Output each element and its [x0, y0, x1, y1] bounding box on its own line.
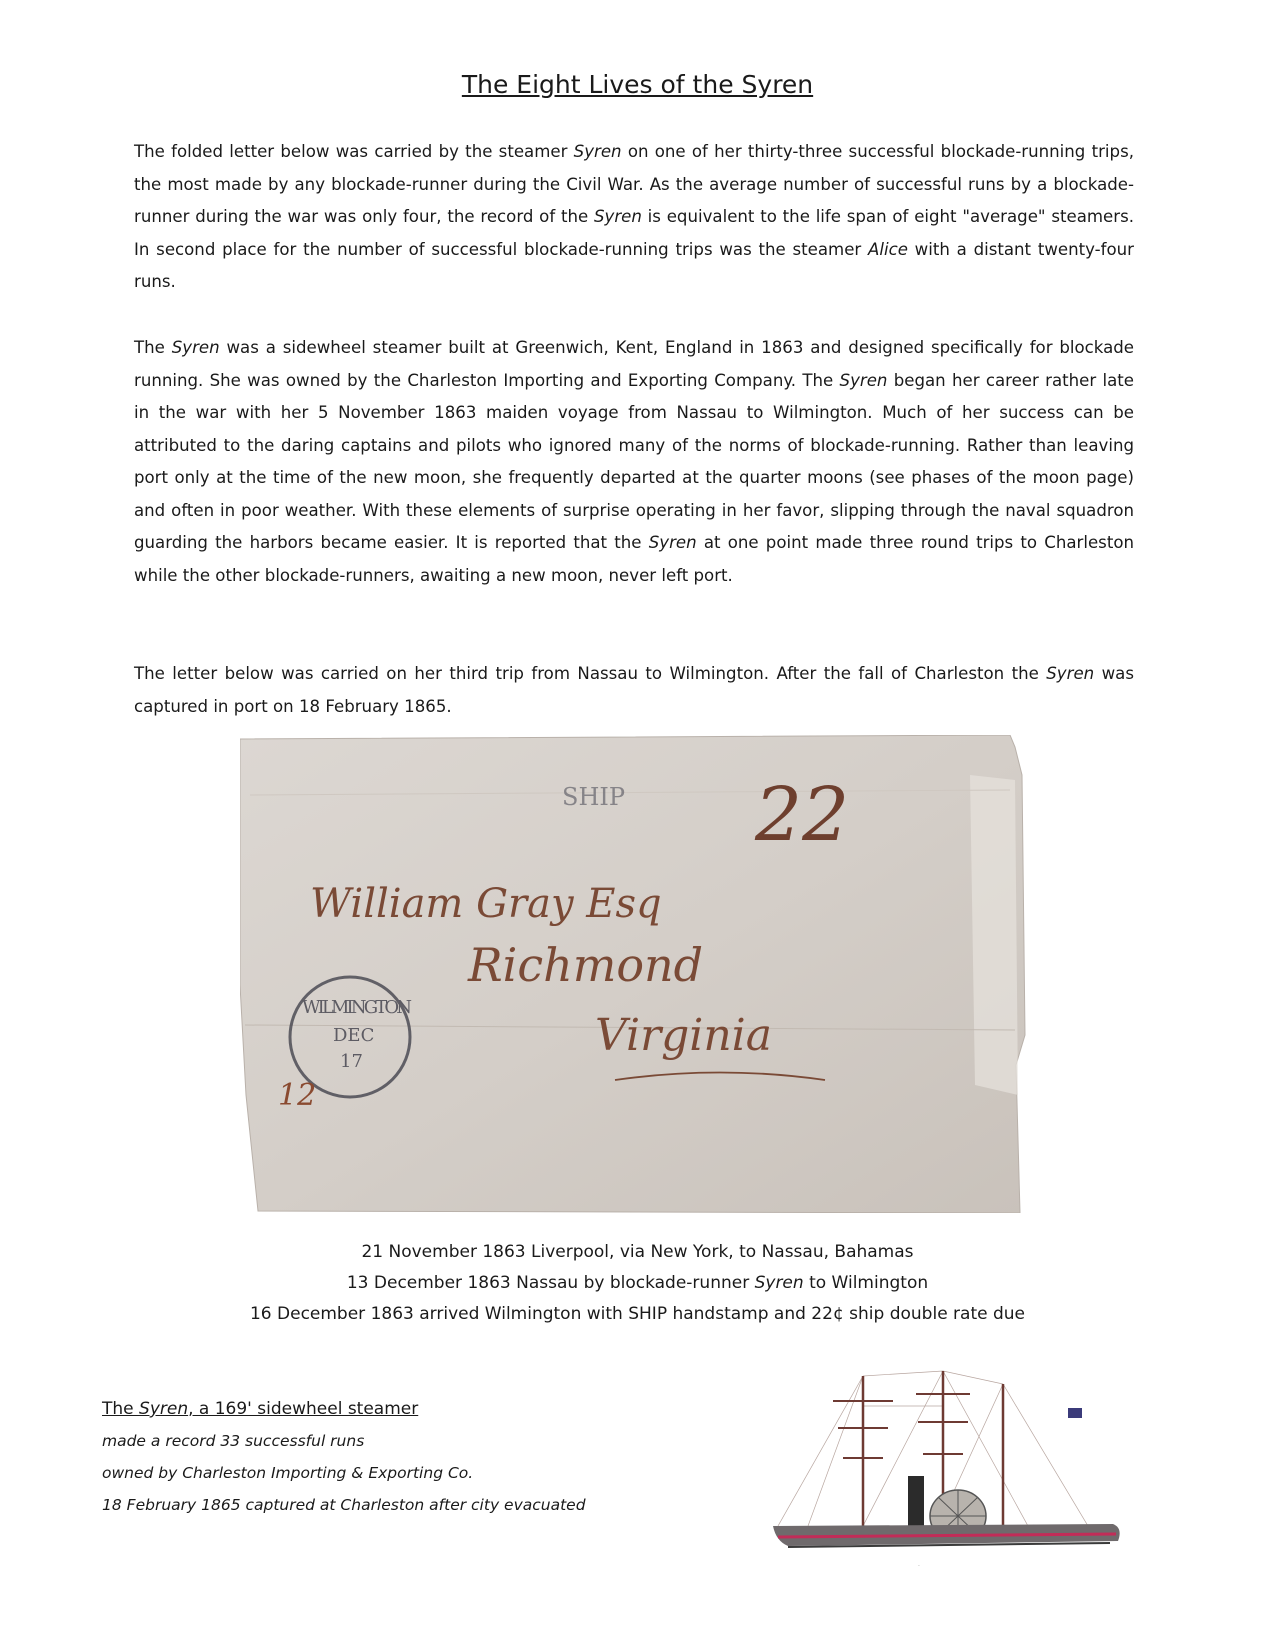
ship-name: Syren [648, 533, 697, 552]
svg-text:DEC: DEC [333, 1025, 375, 1046]
caption-line: 21 November 1863 Liverpool, via New York, to Nassau, Bahamas [361, 1242, 914, 1262]
ship-note-line: 18 February 1865 captured at Charleston after city evacuated [102, 1496, 586, 1514]
svg-text:WILMINGTON: WILMINGTON [302, 997, 412, 1018]
syren-ship-illustration [768, 1366, 1143, 1576]
address-line-name: William Gray Esq [310, 881, 662, 927]
rate-marking: 22 [755, 772, 850, 858]
paragraph-intro [134, 136, 1134, 299]
flag [1068, 1408, 1082, 1418]
text-run: The [134, 338, 172, 357]
svg-text:17: 17 [340, 1051, 363, 1072]
text-run: began her career rather late in the war with her 5 November 1863 maiden voyage from Nassau to Wilmington. Much of her success can be attributed to the daring captains and pilots who ignored many of the norms of blockade-running. Rather than leaving port only at the time of the new moon, she frequently departed at the quarter moons (see phases of the moon page) and often in poor weather. With these elements of surprise operating in her favor, slipping through the naval squadron guarding the harbors became easier. It is reported that the [134, 370, 1134, 552]
letter-fold [970, 775, 1018, 1095]
letter-caption [0, 1237, 1275, 1330]
text-run: with a distant twenty-four runs. [134, 239, 1134, 291]
paragraph-history [134, 332, 1134, 592]
text-run: was a sidewheel steamer built at Greenwich, Kent, England in 1863 and designed specifically for blockade running. She was owned by the Charleston Importing and Exporting Company. The [134, 338, 1135, 390]
ship-notes [102, 1393, 742, 1521]
ship-name: Syren [1046, 664, 1095, 683]
ship-name: Syren [839, 370, 888, 390]
ship-notes-heading: The Syren, a 169' sidewheel steamer [102, 1399, 419, 1419]
ship-handstamp: SHIP [562, 783, 625, 811]
ship-name: Syren [573, 142, 622, 161]
caption-line: 13 December 1863 Nassau by blockade-runner Syren to Wilmington [346, 1273, 929, 1293]
ship-note-line: made a record 33 successful runs [102, 1432, 365, 1450]
funnel [908, 1476, 924, 1528]
caption-line: 16 December 1863 arrived Wilmington with SHIP handstamp and 22¢ ship double rate due [249, 1304, 1026, 1324]
address-line-city: Richmond [468, 938, 704, 992]
folded-letter-image [240, 735, 1030, 1213]
ship-name: Syren [593, 207, 642, 226]
address-line-state: Virginia [595, 1010, 772, 1061]
ship-name: Syren [171, 338, 220, 357]
manuscript-mark: 12 [278, 1078, 317, 1113]
text-run: The letter below was carried on her third trip from Nassau to Wilmington. After the fall of Charleston the [134, 664, 1047, 683]
text-run: The folded letter below was carried by the steamer [134, 142, 574, 161]
illustration-credit: . [918, 1561, 920, 1568]
text-run: was captured in port on 18 February 1865. [134, 664, 1134, 716]
ship-name: Alice [868, 239, 908, 259]
paragraph-letter-intro [134, 658, 1134, 723]
ship-note-line: owned by Charleston Importing & Exporting Co. [102, 1464, 474, 1482]
page-title: The Eight Lives of the Syren [461, 70, 814, 99]
text-run: is equivalent to the life span of eight "average" steamers. In second place for the number of successful blockade-running trips was the steamer [134, 207, 1134, 259]
yards [833, 1394, 970, 1458]
text-run: on one of her thirty-three successful blockade-running trips, the most made by any blockade-runner during the Civil War. As the average number of successful runs by a blockade-runner during the war was only four, the record of the [134, 142, 1134, 226]
text-run: at one point made three round trips to Charleston while the other blockade-runners, awaiting a new moon, never left port. [134, 533, 1134, 585]
